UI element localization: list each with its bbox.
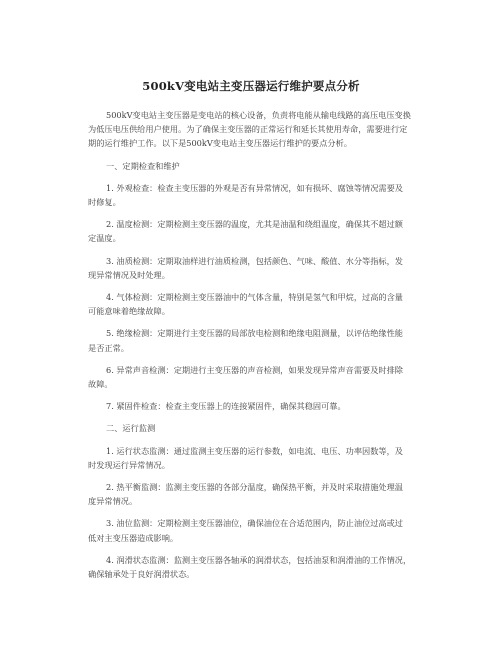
list-item-line: 4. 润滑状态监测：监测主变压器各轴承的润滑状态，包括油泵和润滑油的工作情况， bbox=[106, 554, 412, 565]
intro-line: 期的运行维护工作。以下是500kV变电站主变压器运行维护的要点分析。 bbox=[88, 138, 352, 149]
list-item bbox=[88, 326, 414, 354]
list-item-line: 3. 油位监测：定期检测主变压器油位，确保油位在合适范围内，防止油位过高或过 bbox=[106, 518, 403, 529]
intro-line: 500kV变电站主变压器是变电站的核心设备，负责将电能从输电线路的高压电压变换 bbox=[106, 110, 411, 120]
list-item-line: 1. 外观检查：检查主变压器的外观是否有异常情况，如有损坏、腐蚀等情况需要及 bbox=[106, 182, 403, 193]
list-item-line: 3. 油质检测：定期取油样进行油质检测，包括颜色、气味、酸值、水分等指标，发 bbox=[106, 255, 403, 266]
section-heading-1: 一、定期检查和维护 bbox=[106, 160, 180, 171]
list-item bbox=[88, 399, 414, 413]
intro-paragraph bbox=[88, 108, 414, 151]
list-item-line: 1. 运行状态监测：通过监测主变压器的运行参数，如电流、电压、功率因数等，及 bbox=[106, 445, 403, 456]
list-item-line: 7. 紧固件检查：检查主变压器上的连接紧固件，确保其稳固可靠。 bbox=[106, 401, 346, 412]
list-item bbox=[88, 480, 414, 508]
list-item bbox=[88, 516, 414, 544]
section-heading-2: 二、运行监测 bbox=[106, 423, 156, 434]
list-item bbox=[88, 444, 414, 472]
list-item bbox=[88, 363, 414, 391]
list-item-line: 4. 气体检测：定期检测主变压器油中的气体含量，特别是氢气和甲烷，过高的含量 bbox=[106, 292, 403, 303]
list-item-line: 6. 异常声音检测：定期进行主变压器的声音检测，如果发现异常声音需要及时排除 bbox=[106, 364, 403, 375]
list-item-line: 2. 热平衡监测：监测主变压器的各部分温度，确保热平衡，并及时采取措施处理温 bbox=[106, 482, 403, 493]
list-item-line: 可能意味着绝缘故障。 bbox=[88, 306, 170, 317]
list-item-line: 时修复。 bbox=[88, 197, 121, 208]
list-item bbox=[88, 254, 414, 282]
list-item-line: 故障。 bbox=[88, 379, 113, 390]
list-item-line: 确保轴承处于良好润滑状态。 bbox=[88, 569, 195, 580]
list-item-line: 是否正常。 bbox=[88, 342, 129, 353]
list-item bbox=[88, 181, 414, 209]
list-item-line: 现异常情况及时处理。 bbox=[88, 269, 170, 280]
list-item bbox=[88, 290, 414, 318]
list-item-line: 度异常情况。 bbox=[88, 496, 138, 507]
list-item-line: 定温度。 bbox=[88, 233, 121, 244]
list-item-line: 5. 绝缘检测：定期进行主变压器的局部放电检测和绝缘电阻测量，以评估绝缘性能 bbox=[106, 328, 403, 339]
intro-line: 为低压电压供给用户使用。为了确保主变压器的正常运行和延长其使用寿命，需要进行定 bbox=[88, 124, 408, 135]
list-item-line: 时发现运行异常情况。 bbox=[88, 459, 170, 470]
list-item bbox=[88, 217, 414, 245]
document-title: 500kV变电站主变压器运行维护要点分析 bbox=[142, 79, 360, 93]
list-item-line: 2. 温度检测：定期检测主变压器的温度，尤其是油温和绕组温度，确保其不超过额 bbox=[106, 219, 403, 230]
list-item-line: 低对主变压器造成影响。 bbox=[88, 532, 179, 543]
list-item bbox=[88, 553, 414, 581]
